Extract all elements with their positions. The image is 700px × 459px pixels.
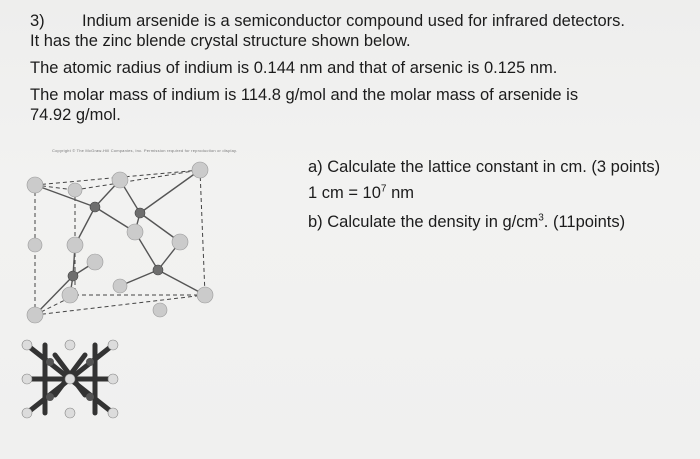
problem-line-1 — [30, 12, 625, 31]
question-a-label: a) — [308, 158, 323, 176]
conversion-unit: nm — [386, 184, 414, 202]
question-b-points: . (11points) — [543, 213, 626, 231]
question-b-label: b) — [308, 213, 323, 231]
problem-intro: Indium arsenide is a semiconductor compound used for infrared detectors. — [82, 12, 625, 30]
question-b-text: Calculate the density in g/cm — [327, 213, 539, 231]
ball-and-stick-model — [15, 335, 125, 425]
problem-line-5: 74.92 g/mol. — [30, 106, 121, 124]
problem-line-2: It has the zinc blende crystal structure shown below. — [30, 32, 411, 50]
indium-atoms — [27, 162, 213, 323]
question-b — [308, 213, 625, 232]
question-a-text: Calculate the lattice constant in cm. (3 points) — [327, 158, 661, 176]
problem-line-3: The atomic radius of indium is 0.144 nm and that of arsenic is 0.125 nm. — [30, 59, 558, 77]
unit-conversion — [308, 184, 414, 203]
problem-line-4: The molar mass of indium is 114.8 g/mol and the molar mass of arsenide is — [30, 86, 579, 104]
conversion-exponent: 7 — [380, 183, 387, 195]
figure-credit: Copyright © The McGraw-Hill Companies, Inc. Permission required for reproduction or display. — [52, 148, 238, 153]
question-a — [308, 158, 660, 177]
zinc-blende-unit-cell — [0, 150, 260, 330]
problem-number: 3) — [30, 12, 45, 30]
question-b-exponent: 3 — [538, 212, 544, 224]
conversion-left: 1 cm = 10 — [308, 184, 381, 202]
